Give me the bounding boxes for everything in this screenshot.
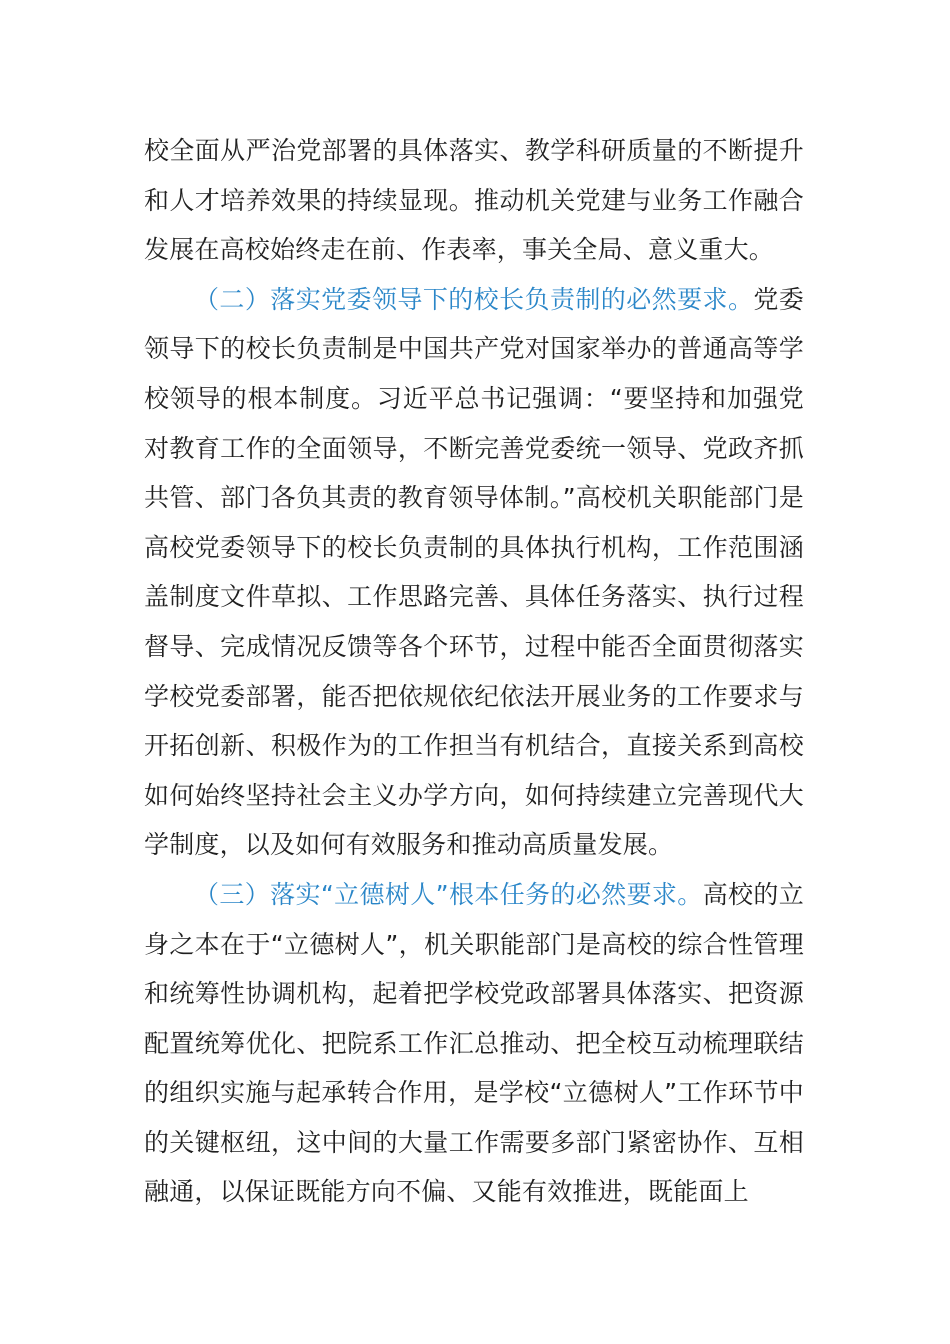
section-3-heading: （三）落实“立德树人”根本任务的必然要求。 — [194, 879, 703, 909]
section-3-body: 高校的立身之本在于“立德树人”，机关职能部门是高校的综合性管理和统筹性协调机构，起着把学校党政部署具体落实、把资源配置统筹优化、把院系工作汇总推动、把全校互动梳理联结的组织实施与起承转合作用，是学校“立德树人”工作环节中的关键枢纽，这中间的大量工作需要多部门紧密协作、互相融通，以保证既能方向不偏、又能有效推进，既能面上 — [144, 879, 804, 1207]
paragraph-section-3 — [144, 870, 804, 1217]
paragraph-continuation — [144, 126, 804, 275]
section-2-body: 党委领导下的校长负责制是中国共产党对国家举办的普通高等学校领导的根本制度。习近平总书记强调：“要坚持和加强党对教育工作的全面领导，不断完善党委统一领导、党政齐抓共管、部门各负其责的教育领导体制。”高校机关职能部门是高校党委领导下的校长负责制的具体执行机构，工作范围涵盖制度文件草拟、工作思路完善、具体任务落实、执行过程督导、完成情况反馈等各个环节，过程中能否全面贯彻落实学校党委部署，能否把依规依纪依法开展业务的工作要求与开拓创新、积极作为的工作担当有机结合，直接关系到高校如何始终坚持社会主义办学方向，如何持续建立完善现代大学制度，以及如何有效服务和推动高质量发展。 — [144, 284, 805, 860]
paragraph-1-body: 校全面从严治党部署的具体落实、教学科研质量的不断提升和人才培养效果的持续显现。推动机关党建与业务工作融合发展在高校始终走在前、作表率，事关全局、意义重大。 — [144, 136, 804, 265]
paragraph-section-2 — [144, 275, 804, 870]
section-2-heading: （二）落实党委领导下的校长负责制的必然要求。 — [194, 284, 754, 314]
document-body — [144, 126, 804, 1217]
